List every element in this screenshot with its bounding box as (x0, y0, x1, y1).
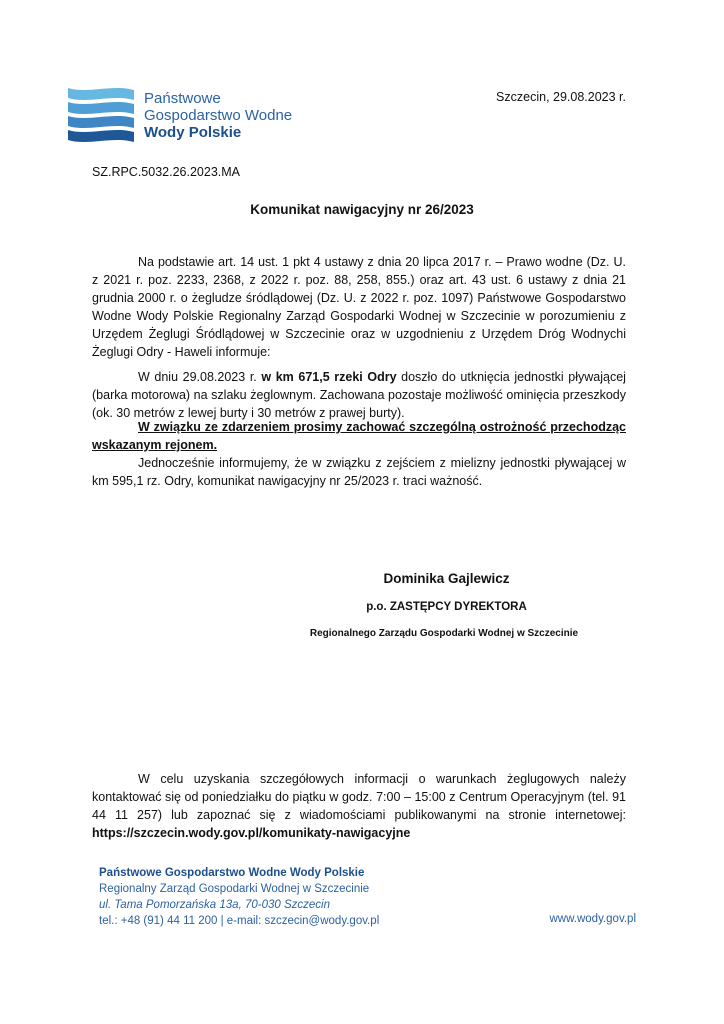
logo-text-line1: Państwowe (144, 90, 221, 107)
warning-text: W związku ze zdarzeniem prosimy zachować szczególną ostrożność przechodząc wskazanym rejonem. (92, 420, 626, 452)
paragraph-cancellation-text: Jednocześnie informujemy, że w związku z zejściem z mielizny jednostki pływającej w km 595,1 rz. Odry, komunikat nawigacyjny nr 25/2023 r. traci ważność. (92, 456, 626, 488)
signatory-role: p.o. ZASTĘPCY DYREKTORA (366, 601, 527, 613)
document-title: Komunikat nawigacyjny nr 26/2023 (250, 202, 474, 217)
footer-contact: tel.: +48 (91) 44 11 200 | e-mail: szczecin@wody.gov.pl (99, 915, 380, 927)
incident-text-end: doszło do utknięcia jednostki pływającej (barka motorowa) na szlaku żeglownym. Zachowana pozostaje możliwość ominięcia przeszkody (ok. 30 metrów z lewej burty i 30 metrów z prawej burty). (92, 370, 626, 420)
incident-location: w km 671,5 rzeki Odry (261, 370, 397, 384)
contact-text: W celu uzyskania szczegółowych informacji o warunkach żeglugowych należy kontaktować się od poniedziałku do piątku w godz. 7:00 – 15:00 z Centrum Operacyjnym (tel. 91 44 11 257) lub zapoznać się z wiadomościami publikowanymi na stronie internetowej: (92, 772, 626, 822)
reference-number: SZ.RPC.5032.26.2023.MA (92, 165, 240, 179)
place-date: Szczecin, 29.08.2023 r. (496, 90, 626, 104)
signatory-name: Dominika Gajlewicz (383, 571, 510, 586)
signatory-unit: Regionalnego Zarządu Gospodarki Wodnej w Szczecinie (309, 628, 579, 639)
warning-notice (92, 418, 626, 454)
wody-polskie-logo-icon (68, 86, 134, 144)
footer-address: ul. Tama Pomorzańska 13a, 70-030 Szczecin (99, 899, 330, 911)
contact-url-link[interactable]: https://szczecin.wody.gov.pl/komunikaty-nawigacyjne (92, 826, 411, 840)
paragraph-legal-basis-text: Na podstawie art. 14 ust. 1 pkt 4 ustawy z dnia 20 lipca 2017 r. – Prawo wodne (Dz. U. z 2021 r. poz. 2233, 2368, z 2022 r. poz. 88, 258, 855.) oraz art. 43 ust. 6 ustawy z dnia 21 grudnia 2000 r. o żegludze śródlądowej (Dz. U. z 2022 r. poz. 1097) Państwowe Gospodarstwo Wodne Wody Polskie Regionalny Zarząd Gospodarki Wodnej w Szczecinie w porozumieniu z Urzędem Żeglugi Śródlądowej w Szczecinie oraz w uzgodnieniu z Urzędem Dróg Wodnychi Żeglugi Odry - Haweli informuje: (92, 255, 626, 359)
paragraph-cancellation (92, 454, 626, 490)
incident-text-start: W dniu 29.08.2023 r. (138, 370, 262, 384)
logo-text-line2: Gospodarstwo Wodne (144, 107, 293, 124)
footer-unit: Regionalny Zarząd Gospodarki Wodnej w Szczecinie (99, 883, 370, 895)
logo-text-line3: Wody Polskie (144, 124, 242, 141)
footer-website-link[interactable]: www.wody.gov.pl (549, 913, 636, 925)
paragraph-incident (92, 368, 626, 422)
paragraph-legal-basis (92, 253, 626, 361)
footer-organization: Państwowe Gospodarstwo Wodne Wody Polskie (99, 867, 365, 879)
contact-paragraph (92, 770, 626, 842)
